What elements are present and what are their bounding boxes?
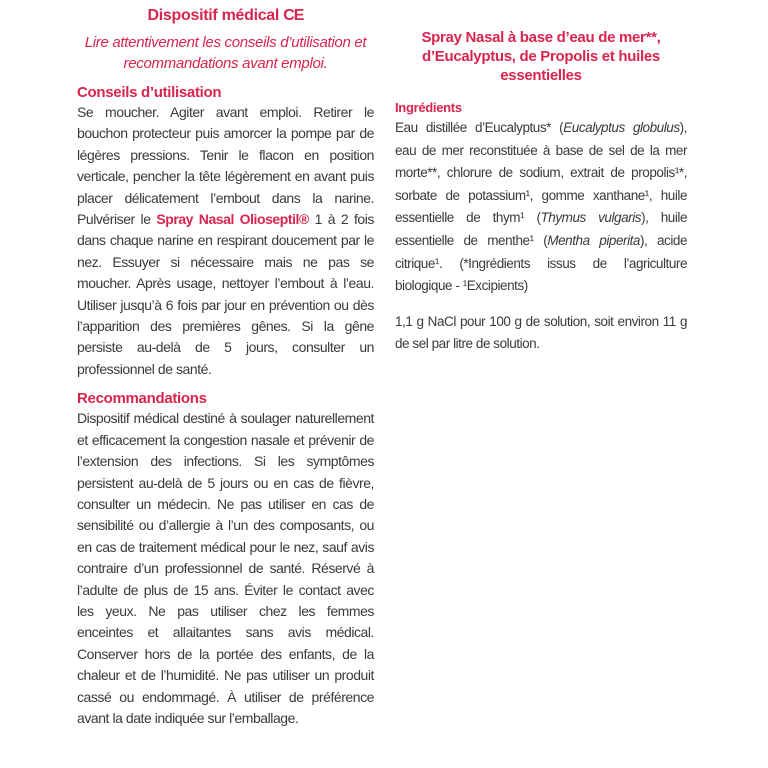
recommendations-heading: Recommandations bbox=[77, 390, 207, 408]
right-column bbox=[395, 28, 687, 356]
ingredients-segment: ), acide citrique¹. (*Ingrédients issus de l’agriculture biologique - ¹Excipients) bbox=[395, 232, 688, 294]
ingredients-segment: ), eau de mer reconstituée à base de sel de la mer morte**, chlorure de sodium, extrait de propolis¹*, sorbate de potassium¹, gomme xanthane¹, huile essentielle de thym¹ ( bbox=[395, 120, 687, 226]
nacl-concentration: 1,1 g NaCl pour 100 g de solution, soit environ 11 g de sel par litre de solution. bbox=[395, 313, 687, 352]
ingredients-latin-name: Thymus vulgaris bbox=[540, 210, 642, 226]
intro-warning: Lire attentivement les conseils d’utilisation et recommandations avant emploi. bbox=[84, 34, 367, 72]
usage-text bbox=[77, 102, 374, 380]
usage-text-part2: 1 à 2 fois dans chaque narine en respirant doucement par le nez. Essuyer si nécessaire mais ne pas se moucher. Après usage, nettoyer l’embout à l’eau. Utiliser jusqu’à 6 fois par jour en prévention ou dès l’apparition des premières gênes. Si la gêne persiste au-delà de 5 jours, consulter un professionnel de santé. bbox=[77, 211, 374, 377]
ingredients-segment: ), huile essentielle de menthe¹ ( bbox=[395, 210, 688, 248]
usage-text-part1: Se moucher. Agiter avant emploi. Retirer le bouchon protecteur puis amorcer la pompe par de légères pressions. Tenir le flacon en position verticale, pencher la tête légèrement en avant puis placer délicatement l’embout dans la narine. Pulvériser le bbox=[77, 104, 374, 228]
ingredients-segment: Eau distillée d’Eucalyptus* ( bbox=[395, 120, 564, 135]
product-title: Spray Nasal à base d’eau de mer**, d’Eucalyptus, de Propolis et huiles essentielles bbox=[421, 29, 661, 84]
recommendations-text: Dispositif médical destiné à soulager naturellement et efficacement la congestion nasale et prévenir de l’extension des infections. Si les symptômes persistent au-delà de 5 jours ou en cas de fièvre, consulter un médecin. Ne pas utiliser en cas de sensibilité ou d’allergie à l’un des composants, ou en cas de traitement médical pour le nez, sauf avis contraire d’un professionnel de santé. Réservé à l’adulte de plus de 15 ans. Éviter le contact avec les yeux. Ne pas utiliser chez les femmes enceintes et allaitantes sans avis médical. Conserver hors de la portée des enfants, de la chaleur et de l’humidité. Ne pas utiliser un produit cassé ou endommagé. À utiliser de préférence avant la date indiquée sur l’emballage. bbox=[77, 410, 374, 726]
ce-mark-icon: CE bbox=[283, 7, 304, 24]
ingredients-text bbox=[395, 117, 687, 298]
brand-name: Spray Nasal Olioseptil® bbox=[156, 211, 309, 228]
usage-heading: Conseils d’utilisation bbox=[77, 84, 222, 101]
left-column bbox=[77, 3, 374, 729]
ingredients-latin-name: Eucalyptus globulus bbox=[563, 120, 680, 135]
ingredients-heading: Ingrédients bbox=[395, 100, 462, 115]
medical-device-label: Dispositif médical bbox=[147, 7, 280, 24]
medical-device-title bbox=[77, 3, 374, 29]
ingredients-latin-name: Mentha piperita bbox=[547, 232, 640, 248]
